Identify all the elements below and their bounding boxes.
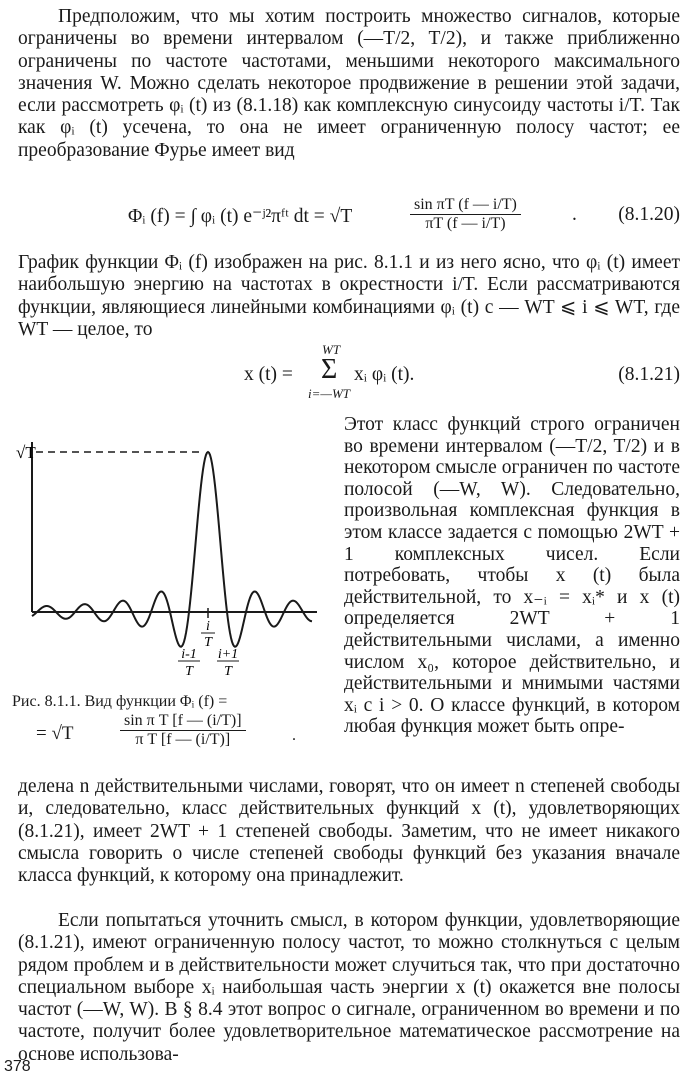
figure-caption: [12, 692, 332, 756]
tick-center-den: T: [204, 635, 212, 650]
equation-rhs: xᵢ φᵢ (t).: [354, 364, 415, 385]
paragraph-graph: График функции Φᵢ (f) изображен на рис. 8.1.1 и из него ясно, что φᵢ (t) имеет наибольшую энергию на частотах в окрестности i/T. Если рассматриваются функции, являющиеся линейными комбинациями φᵢ (t) с — WT ⩽ i ⩽ WT, где WT — целое, то: [18, 252, 680, 340]
tick-center-num: i: [206, 619, 210, 634]
equation-lhs: x (t) =: [244, 364, 293, 385]
caption-line-1: Рис. 8.1.1. Вид функции Φᵢ (f) =: [12, 693, 228, 710]
equation-number: (8.1.21): [618, 364, 680, 385]
paragraph-side-column: Этот класс функций строго ограничен во времени интервалом (—T/2, T/2) и в некотором смысле ограничен по частоте полосой (—W, W). Следовательно, произвольная комплексная функция в этом классе задается с помощью 2WT + 1 комплексных чисел. Если потребовать, чтобы x (t) была действительной, то x₋ᵢ = xᵢ* и x (t) определяется 2WT + 1 действительными числами, а именно числом x₀, которое действительно, и действительными и мнимыми частями xᵢ с i > 0. О классе функций, в котором любая функция может быть опре-: [344, 414, 680, 738]
paragraph-degrees-of-freedom: делена n действительными числами, говорят, что он имеет n степеней свободы и, следовательно, класс действительных функций x (t), удовлетворяющих (8.1.21), имеет 2WT + 1 степеней свободы. Заметим, что не имеет никакого смысла говорить о числе степеней свободы функций без указания вначале класса функций, к которому она принадлежит.: [18, 776, 680, 887]
caption-formula: [12, 712, 332, 756]
figure-8-1-1: [12, 432, 334, 682]
paragraph-intro: Предположим, что мы хотим построить множество сигналов, которые ограничены во времени интервалом (—T/2, T/2), и также приближенно ограничены по частоте частотами, меньшими некоторого максимального значения W. Можно сделать некоторое продвижение в решении этой задачи, если рассмотреть φᵢ (t) из (8.1.18) как комплексную синусоиду частоты i/T. Так как φᵢ (t) усечена, то она не имеет ограниченную полосу частот; ее преобразование Фурье имеет вид: [18, 6, 680, 161]
equation-fraction: [410, 196, 521, 233]
equation-lhs: Φᵢ (f) = ∫ φᵢ (t) e⁻ʲ²πᶠᵗ dt = √T: [128, 206, 353, 227]
tick-left-den: T: [185, 664, 193, 679]
paragraph-bandwidth: Если попытаться уточнить смысл, в котором функции, удовлетворяющие (8.1.21), имеют ограниченную полосу частот, то можно столкнуться с целым рядом проблем и в действительности может случиться так, что при достаточно специальном выборе xᵢ наибольшая часть энергии x (t) окажется вне полосы частот (—W, W). В § 8.4 этот вопрос о сигнале, ограниченном во времени и по частоте, получит более удовлетворительное математическое рассмотрение на основе использова-: [18, 910, 680, 1065]
equation-numerator: sin πT (f — i/T): [410, 196, 521, 215]
tick-right-den: T: [224, 664, 232, 679]
caption-period: .: [292, 727, 296, 744]
equation-period: .: [572, 204, 577, 225]
sinc-curve: [32, 452, 312, 647]
caption-numerator: sin π T [f — (i/T)]: [120, 712, 246, 731]
equation-denominator: πT (f — i/T): [425, 215, 506, 232]
sum-lower-limit: i=—WT: [308, 386, 351, 401]
equation-8-1-21: [0, 342, 696, 404]
caption-sqrtT: = √T: [36, 723, 74, 744]
sum-sign: Σ: [321, 354, 338, 385]
tick-left-num: i-1: [181, 647, 197, 662]
sum-upper-limit: WT: [322, 342, 341, 357]
tick-right-num: i+1: [217, 647, 239, 662]
page-number: 378: [4, 1058, 31, 1075]
caption-denominator: π T [f — (i/T)]: [135, 731, 231, 748]
equation-number: (8.1.20): [618, 204, 680, 225]
y-label-sqrtT: √T: [16, 443, 36, 462]
caption-fraction: [120, 712, 246, 749]
